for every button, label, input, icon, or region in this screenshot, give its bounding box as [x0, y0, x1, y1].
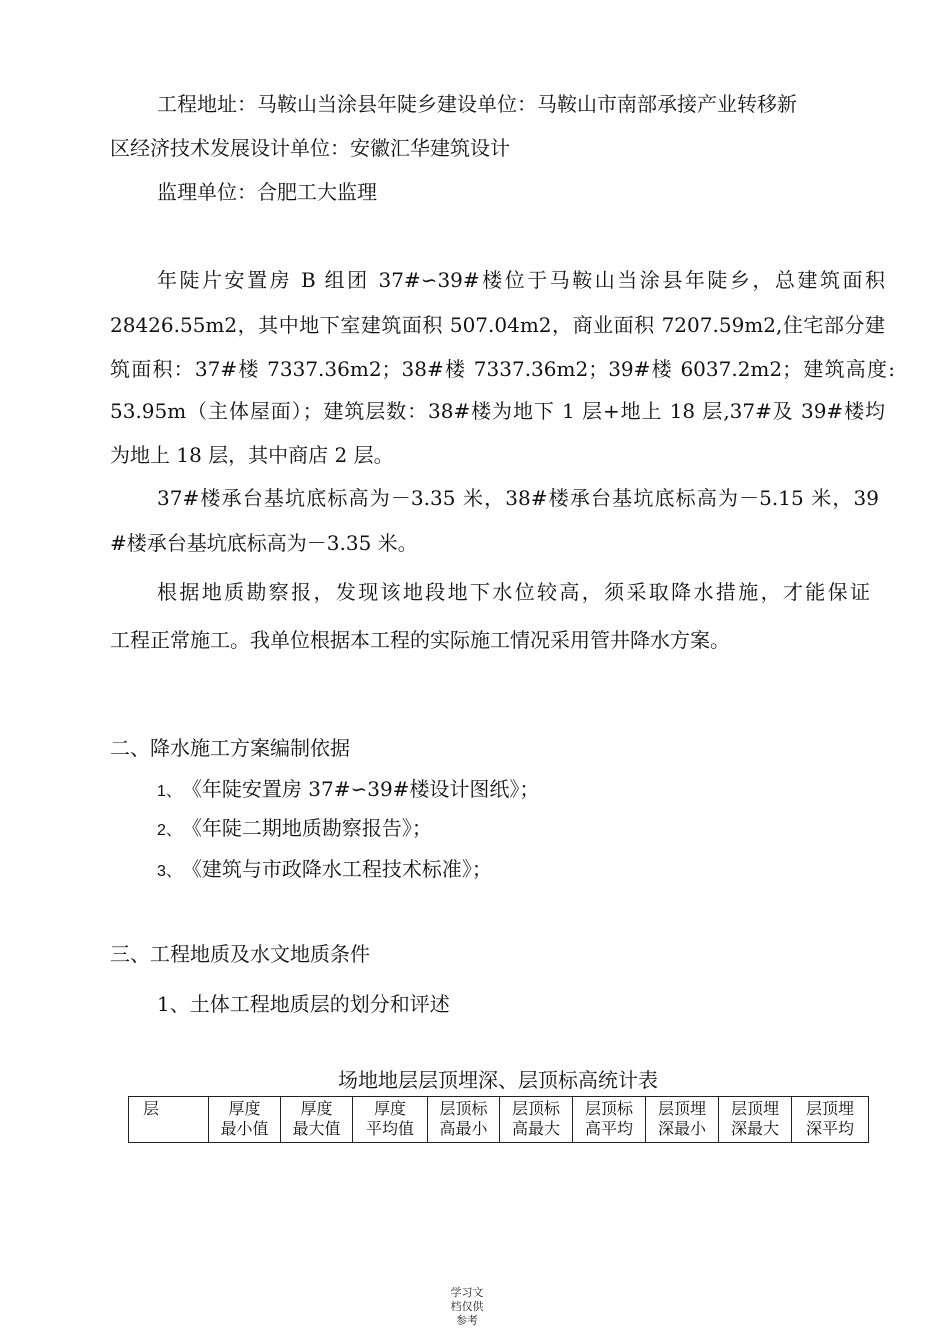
- footer-note: [445, 1286, 489, 1328]
- overview-p3-line1: 根据地质勘察报，发现该地段地下水位较高，须采取降水措施，才能保证: [157, 580, 870, 604]
- header-top-depth-min: 层顶埋 深最小: [646, 1097, 719, 1143]
- header-thickness-avg: 厚度 平均值: [353, 1097, 428, 1143]
- basis-item-number: 3、: [157, 863, 182, 880]
- section2-heading: 二、降水施工方案编制依据: [110, 736, 350, 760]
- header-layer: 层: [129, 1097, 209, 1143]
- overview-p1-line1: 年陡片安置房 B 组团 37#∽39#楼位于马鞍山当涂县年陡乡，总建筑面积: [157, 268, 885, 292]
- basis-item-number: 1、: [157, 783, 182, 800]
- header-top-elevation-min: 层顶标 高最小: [428, 1097, 500, 1143]
- strata-stats-table: [128, 1096, 869, 1143]
- project-address-line: 工程地址：马鞍山当涂县年陡乡建设单位：马鞍山市南部承接产业转移新: [157, 92, 797, 116]
- header-top-elevation-avg: 层顶标 高平均: [573, 1097, 646, 1143]
- header-thickness-max: 厚度 最大值: [281, 1097, 353, 1143]
- overview-p2-line1: 37#楼承台基坑底标高为－3.35 米，38#楼承台基坑底标高为－5.15 米，39: [157, 486, 879, 510]
- table-title: 场地地层层顶埋深、层顶标高统计表: [338, 1068, 658, 1092]
- overview-p1-line3: 筑面积：37#楼 7337.36m2；38#楼 7337.36m2；39#楼 6037.2m2；建筑高度:: [110, 357, 895, 381]
- header-top-depth-max: 层顶埋 深最大: [719, 1097, 792, 1143]
- basis-item-text: 《年陡二期地质勘察报告》；: [191, 816, 432, 840]
- section3-subheading: 1、土体工程地质层的划分和评述: [157, 992, 450, 1016]
- basis-item-text: 《建筑与市政降水工程技术标准》；: [191, 857, 492, 881]
- footer-note-line: 参考: [456, 1314, 478, 1327]
- overview-p1-line4: 53.95m（主体屋面）；建筑层数：38#楼为地下 1 层+地上 18 层,37#及 39#楼均: [110, 399, 885, 423]
- basis-item-2: [157, 816, 432, 843]
- header-top-depth-avg: 层顶埋 深平均: [792, 1097, 869, 1143]
- header-thickness-min: 厚度 最小值: [209, 1097, 281, 1143]
- footer-note-line: 档仅供: [450, 1300, 484, 1313]
- overview-p3-line2: 工程正常施工。我单位根据本工程的实际施工情况采用管井降水方案。: [110, 628, 730, 652]
- overview-p1-line5: 为地上 18 层，其中商店 2 层。: [110, 443, 394, 467]
- overview-p1-line2: 28426.55m2，其中地下室建筑面积 507.04m2，商业面积 7207.59m2,住宅部分建: [110, 313, 885, 337]
- overview-p2-line2: #楼承台基坑底标高为－3.35 米。: [110, 531, 418, 555]
- supervision-unit-line: 监理单位：合肥工大监理: [157, 180, 377, 204]
- basis-item-1: [157, 777, 539, 804]
- table-header-row: [129, 1097, 869, 1143]
- basis-item-text: 《年陡安置房 37#∽39#楼设计图纸》；: [191, 777, 540, 801]
- project-units-line: 区经济技术发展设计单位：安徽汇华建筑设计: [110, 136, 510, 160]
- section3-heading: 三、工程地质及水文地质条件: [110, 942, 370, 966]
- header-top-elevation-max: 层顶标 高最大: [500, 1097, 573, 1143]
- basis-item-3: [157, 857, 492, 884]
- basis-item-number: 2、: [157, 822, 182, 839]
- footer-note-line: 学习文: [450, 1286, 484, 1299]
